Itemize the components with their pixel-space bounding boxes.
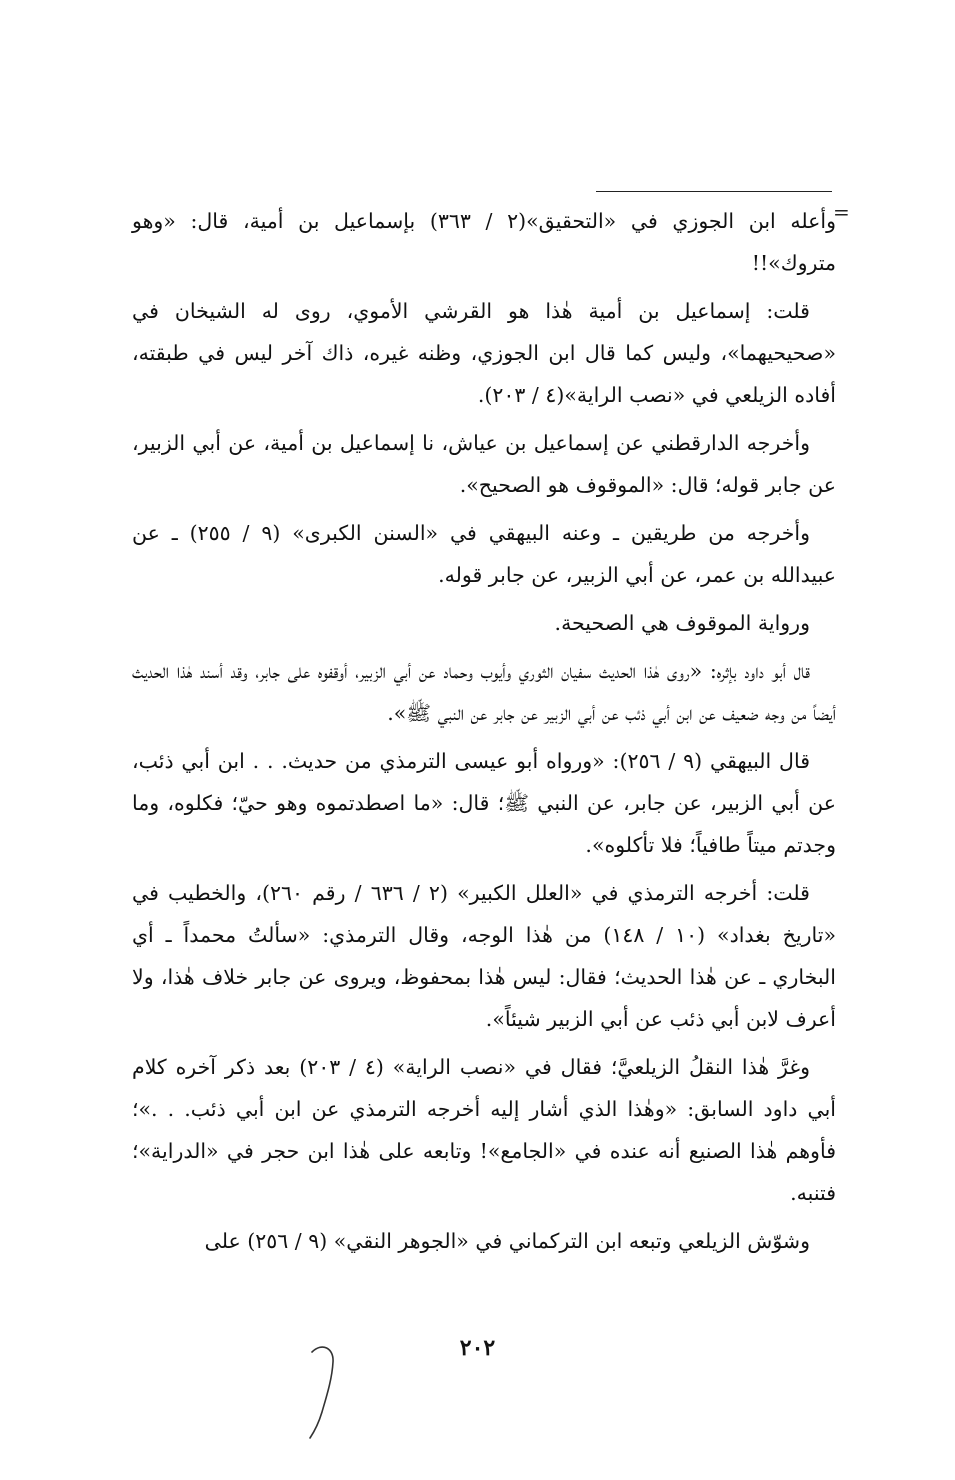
continuation-mark: =	[833, 200, 850, 224]
paragraph-3: وأخرجه الدارقطني عن إسماعيل بن عياش، نا إسماعيل بن أمية، عن أبي الزبير، عن جابر قوله؛ قال: «الموقوف هو الصحيح».	[132, 431, 836, 497]
paragraph-4: وأخرجه من طريقين ـ وعنه البيهقي في «السنن الكبرى» (٩ / ٢٥٥) ـ عن عبيدالله بن عمر، عن أبي الزبير، عن جابر قوله.	[132, 521, 836, 587]
paragraph-2: قلت: إسماعيل بن أمية هٰذا هو القرشي الأموي، روى له الشيخان في «صحيحيهما»، وليس كما قال ابن الجوزي، وظنه غيره، ذاك آخر ليس في طبقته، أفاده الزيلعي في «نصب الراية»(٤ / ٢٠٣).	[132, 299, 836, 407]
paragraph-6: قال أبو داود بإثره: «روى هٰذا الحديث سفيان الثوري وأيوب وحماد عن أبي الزبير، أوقفوه على جابر، وقد أسند هٰذا الحديث أيضاً من وجه ضعيف عن ابن أبي ذئب عن أبي الزبير عن جابر عن النبي ﷺ».	[132, 659, 836, 725]
footnote-separator-rule	[596, 191, 832, 192]
footnote-text-block	[132, 200, 836, 1268]
paragraph-8: قلت: أخرجه الترمذي في «العلل الكبير» (٢ / ٦٣٦ / رقم ٢٦٠)، والخطيب في «تاريخ بغداد» (١٠ / ١٤٨) من هٰذا الوجه، وقال الترمذي: «سألتُ محمداً ـ أي البخاري ـ عن هٰذا الحديث؛ فقال: ليس هٰذا بمحفوظ، ويروى عن جابر خلاف هٰذا، ولا أعرف لابن أبي ذئب عن أبي الزبير شيئاً».	[132, 881, 836, 1031]
paragraph-1: وأعله ابن الجوزي في «التحقيق»(٢ / ٣٦٣) بإسماعيل بن أمية، قال: «وهو متروك»!!	[132, 209, 836, 275]
paragraph-7: قال البيهقي (٩ / ٢٥٦): «ورواه أبو عيسى الترمذي من حديث. . . ابن أبي ذئب، عن أبي الزبير، عن جابر، عن النبي ﷺ؛ قال: «ما اصطدتموه وهو حيّ؛ فكلوه، وما وجدتم ميتاً طافياً؛ فلا تأكلوه».	[132, 749, 836, 857]
paragraph-9: وغرَّ هٰذا النقلُ الزيلعيَّ؛ فقال في «نصب الراية» (٤ / ٢٠٣) بعد ذكر آخره كلام أبي داود السابق: «وهٰذا الذي أشار إليه أخرجه الترمذي عن ابن أبي ذئب. . .»؛ فأوهم هٰذا الصنيع أنه عنده في «الجامع»! وتابعه على هٰذا ابن حجر في «الدراية»؛ فتنبه.	[132, 1055, 836, 1205]
page-number: ٢٠٢	[459, 1335, 496, 1361]
paragraph-10: وشوّش الزيلعي وتبعه ابن التركماني في «الجوهر النقي» (٩ / ٢٥٦) على	[204, 1229, 810, 1253]
paragraph-5: ورواية الموقوف هي الصحيحة.	[554, 611, 810, 635]
handwritten-pen-mark	[300, 1340, 350, 1440]
